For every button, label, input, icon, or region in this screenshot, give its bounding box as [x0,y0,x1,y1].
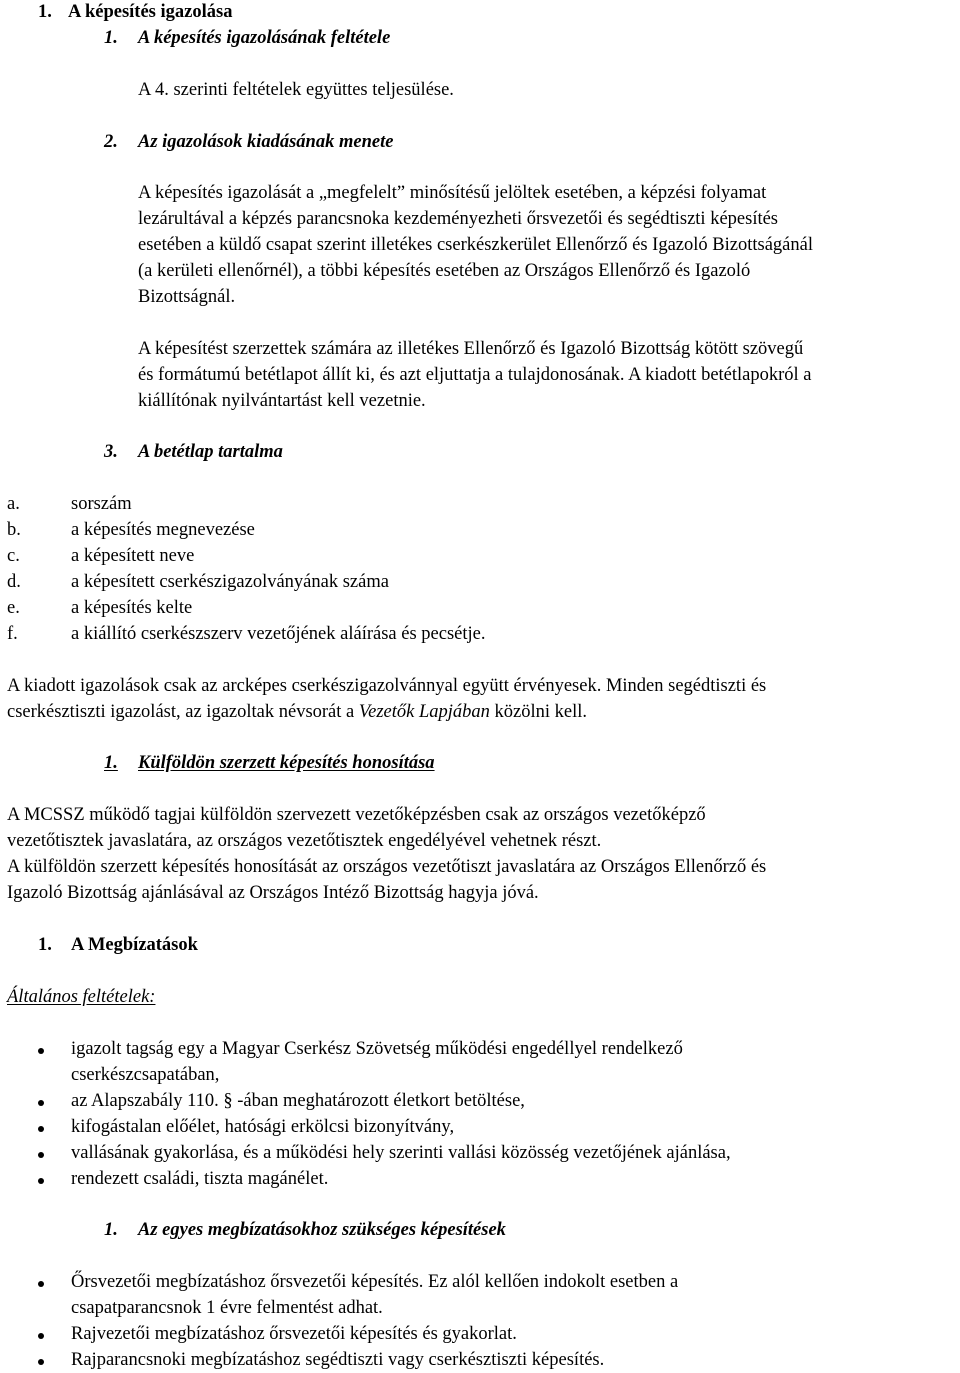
subsection-number: 2. [104,132,118,152]
list-letter: b. [7,520,21,540]
list-letter: a. [7,494,20,514]
paragraph-line [7,703,587,722]
paragraph-line: esetében a küldő csapat szerint illetékes cserkészkerület Ellenőrző és Igazoló Bizottságánál [138,235,813,255]
subsection-title: A betétlap tartalma [138,442,283,462]
paragraph-line: A 4. szerinti feltételek együttes teljesülése. [138,80,454,100]
list-item: a képesített cserkészigazolványának száma [71,572,389,592]
bullet-icon [38,1281,44,1287]
list-letter: d. [7,572,21,592]
bullet-item: Rajvezetői megbízatáshoz őrsvezetői képesítés és gyakorlat. [71,1324,517,1344]
subsection-title: Az egyes megbízatásokhoz szükséges képesítések [138,1220,506,1240]
section-title: A képesítés igazolása [68,2,233,22]
paragraph-line: A képesítést szerzettek számára az illetékes Ellenőrző és Igazoló Bizottság kötött szövegű [138,339,804,359]
list-item: a képesítés kelte [71,598,193,618]
section-number: 1. [38,2,52,22]
section-number: 1. [38,935,52,955]
bullet-icon [38,1100,44,1106]
general-conditions-heading: Általános feltételek: [7,987,156,1007]
bullet-item: Őrsvezetői megbízatáshoz őrsvezetői képesítés. Ez alól kellően indokolt esetben a [71,1272,679,1292]
subsection-number: 1. [104,1220,118,1240]
bullet-icon [38,1333,44,1339]
bullet-icon [38,1178,44,1184]
bullet-item: az Alapszabály 110. § -ában meghatározott életkort betöltése, [71,1091,525,1111]
subsection-title: A képesítés igazolásának feltétele [138,28,391,48]
bullet-item: vallásának gyakorlása, és a működési hely szerinti vallási közösség vezetőjének ajánlása, [71,1143,731,1163]
paragraph-text: közölni kell. [489,702,588,722]
list-letter: e. [7,598,20,618]
bullet-icon [38,1152,44,1158]
bullet-item-continuation: csapatparancsnok 1 évre felmentést adhat. [71,1298,383,1318]
bullet-item: rendezett családi, tiszta magánélet. [71,1169,329,1189]
list-item: sorszám [71,494,132,514]
paragraph-line: A külföldön szerzett képesítés honosítását az országos vezetőtiszt javaslatára az Országos Ellenőrző és [7,857,767,877]
bullet-item: Rajparancsnoki megbízatáshoz segédtiszti vagy cserkésztiszti képesítés. [71,1350,605,1370]
paragraph-line: (a kerületi ellenőrnél), a többi képesítés esetében az Országos Ellenőrző és Igazoló [138,261,751,281]
bullet-item-continuation: cserkészcsapatában, [71,1065,220,1085]
section-title: Külföldön szerzett képesítés honosítása [138,753,435,773]
paragraph-text: cserkésztiszti igazolást, az igazoltak névsorát a [7,702,359,722]
list-letter: c. [7,546,20,566]
bullet-icon [38,1359,44,1365]
section-title: A Megbízatások [71,935,198,955]
bullet-item: kifogástalan előélet, hatósági erkölcsi bizonyítvány, [71,1117,455,1137]
paragraph-line: vezetőtisztek javaslatára, az országos vezetőtisztek engedélyével vehetnek részt. [7,831,602,851]
list-item: a kiállító cserkészszerv vezetőjének aláírása és pecsétje. [71,624,486,644]
paragraph-line: A képesítés igazolását a „megfelelt” minősítésű jelöltek esetében, a képzési folyamat [138,183,767,203]
subsection-number: 3. [104,442,118,462]
paragraph-line: A MCSSZ működő tagjai külföldön szervezett vezetőképzésben csak az országos vezetőképző [7,805,706,825]
paragraph-line: kiállítónak nyilvántartást kell vezetnie. [138,391,426,411]
list-item: a képesített neve [71,546,195,566]
list-letter: f. [7,624,18,644]
bullet-icon [38,1048,44,1054]
paragraph-line: Igazoló Bizottság ajánlásával az Országos Intéző Bizottság hagyja jóvá. [7,883,539,903]
paragraph-line: lezárultával a képzés parancsnoka kezdeményezheti őrsvezetői és segédtiszti képesítés [138,209,779,229]
publication-title: Vezetők Lapjában [358,702,490,722]
subsection-title: Az igazolások kiadásának menete [138,132,394,152]
section-number: 1. [104,753,118,773]
paragraph-line: A kiadott igazolások csak az arcképes cserkészigazolvánnyal együtt érvényesek. Minden segédtiszti és [7,676,767,696]
subsection-number: 1. [104,28,118,48]
paragraph-line: Bizottságnál. [138,287,236,307]
bullet-item: igazolt tagság egy a Magyar Cserkész Szövetség működési engedéllyel rendelkező [71,1039,683,1059]
bullet-icon [38,1126,44,1132]
list-item: a képesítés megnevezése [71,520,255,540]
paragraph-line: és formátumú betétlapot állít ki, és azt eljuttatja a tulajdonosának. A kiadott betétlapokról a [138,365,812,385]
